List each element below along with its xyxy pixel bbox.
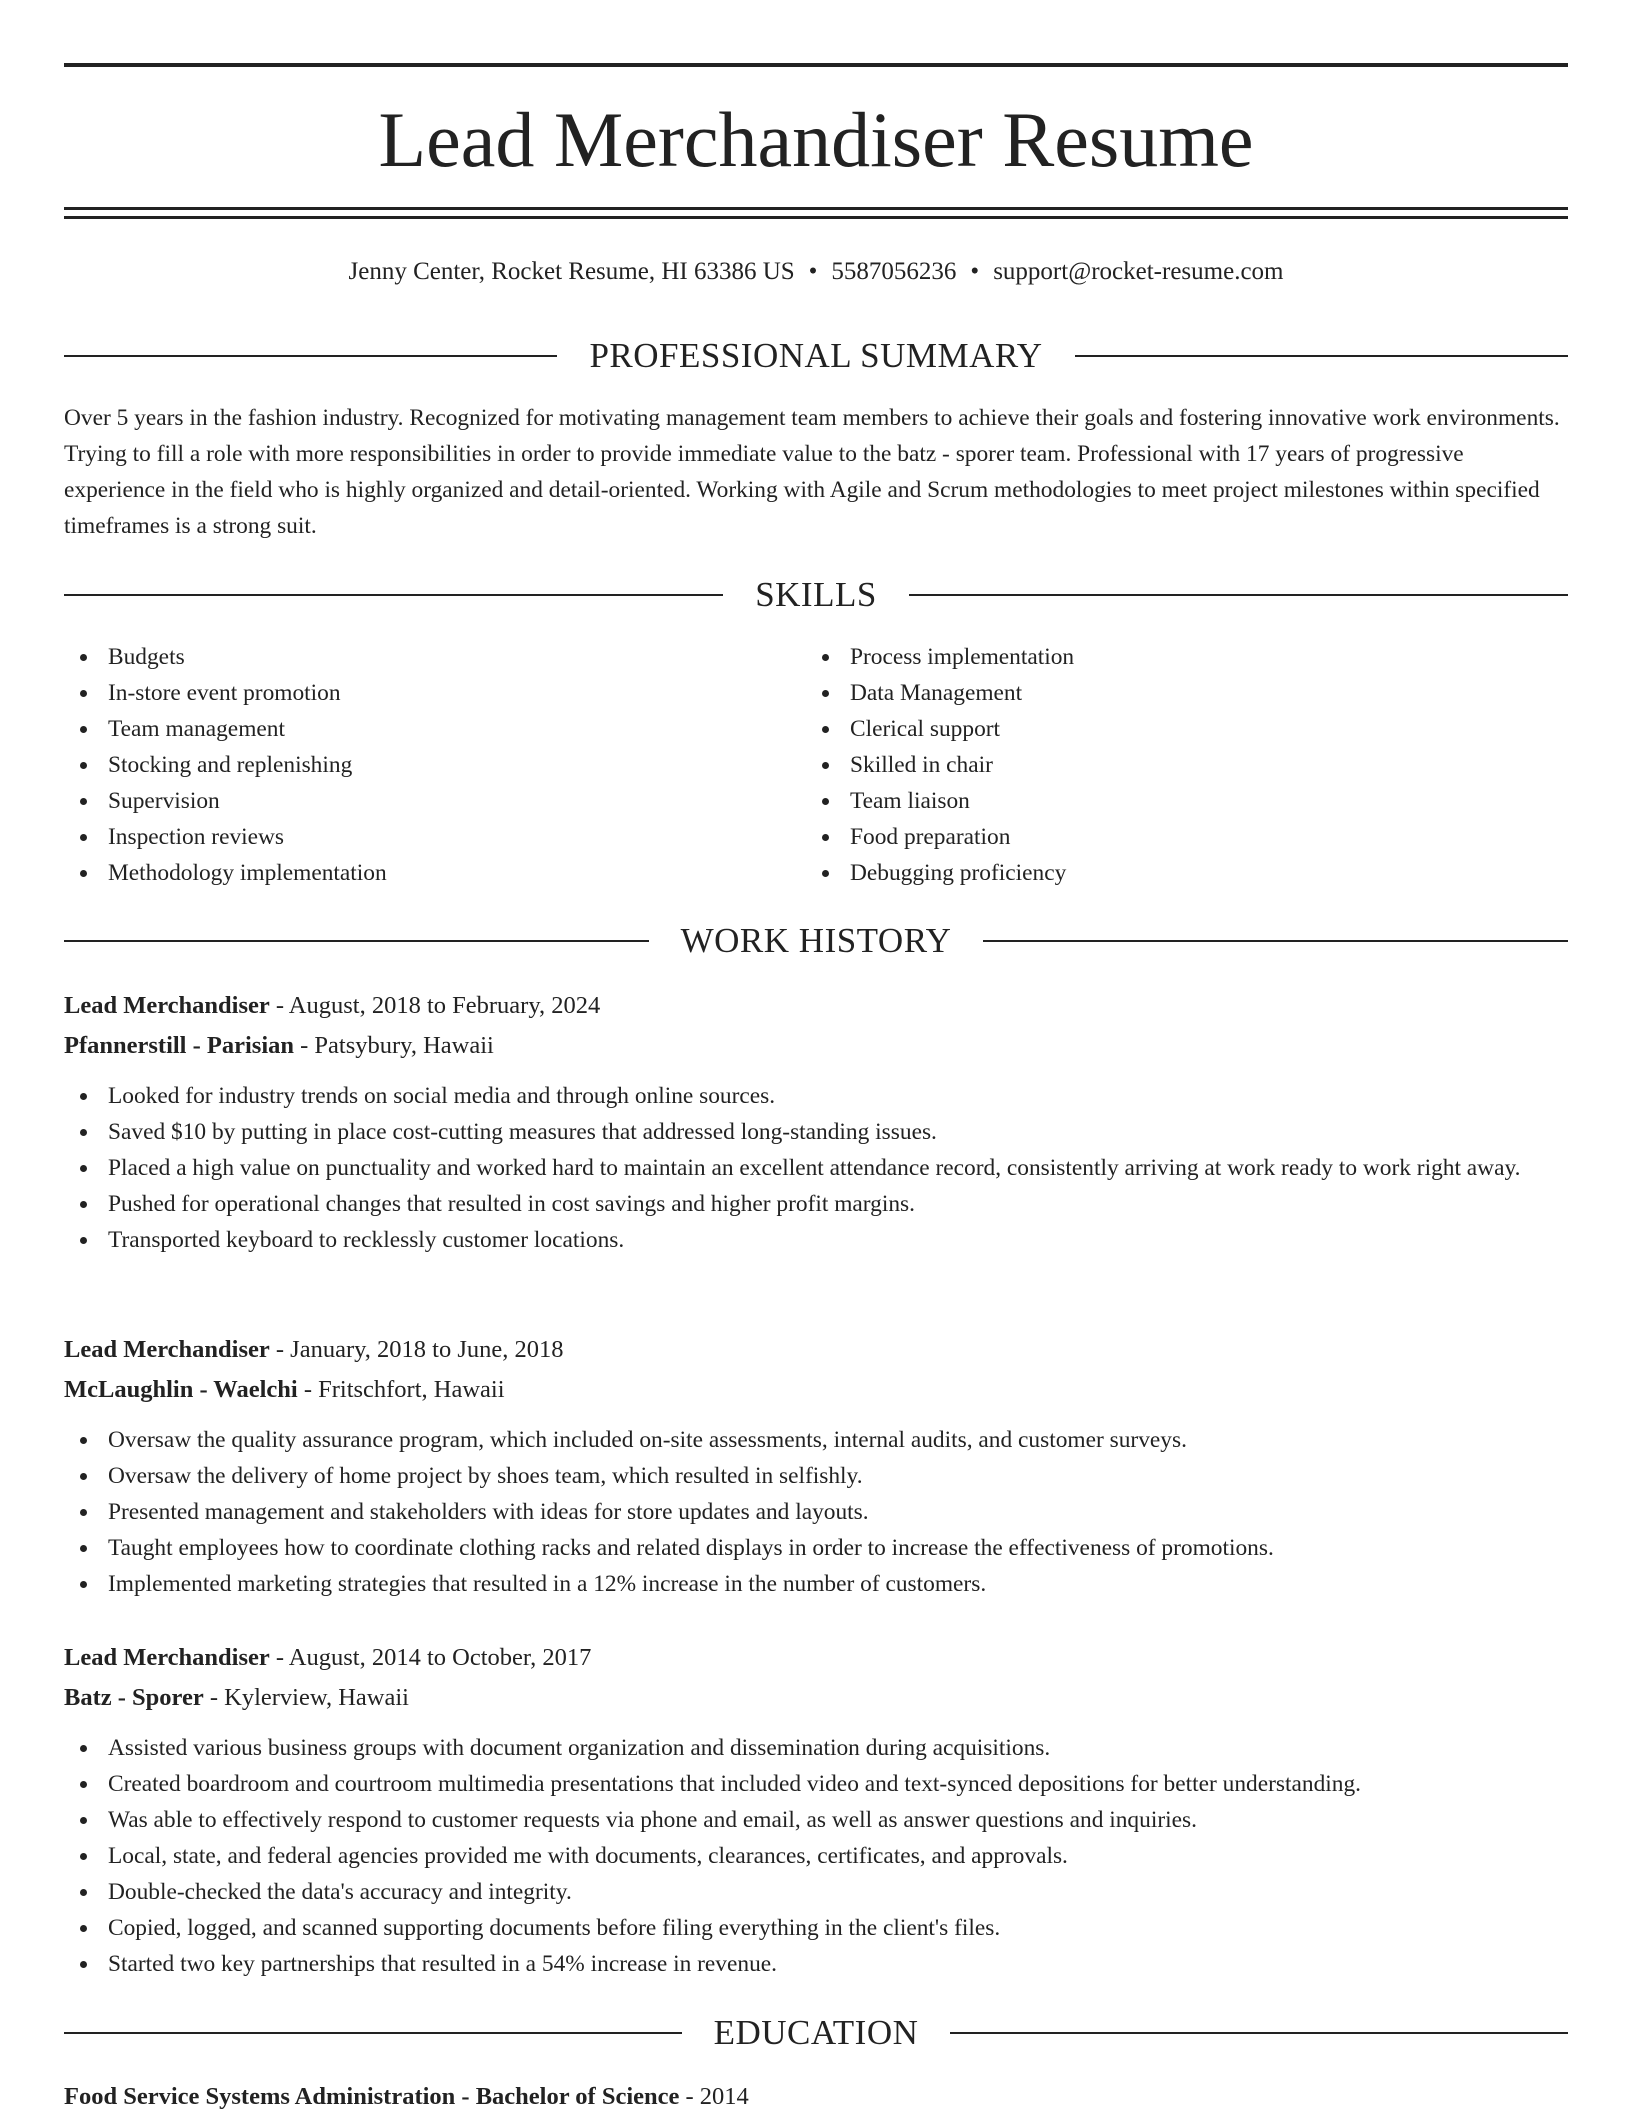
job-bullet: Local, state, and federal agencies provided me with documents, clearances, certificates, and approvals. (64, 1838, 1568, 1874)
heading-rule-left (64, 355, 557, 357)
skill-item: Food preparation (806, 819, 1506, 855)
job-title: Lead Merchandiser (64, 1336, 270, 1363)
skill-item: Debugging proficiency (806, 855, 1506, 891)
skill-item: Skilled in chair (806, 747, 1506, 783)
heading-rule-right (1075, 355, 1568, 357)
job-bullet: Copied, logged, and scanned supporting documents before filing everything in the client's files. (64, 1910, 1568, 1946)
job-bullet: Pushed for operational changes that resulted in cost savings and higher profit margins. (64, 1186, 1568, 1222)
job-bullet: Saved $10 by putting in place cost-cutting measures that addressed long-standing issues. (64, 1114, 1568, 1150)
job-company: McLaughlin - Waelchi (64, 1376, 298, 1403)
contact-email: support@rocket-resume.com (993, 258, 1284, 285)
contact-separator: • (970, 258, 980, 285)
job-title-line (64, 986, 1568, 1026)
job-entry (64, 1638, 1568, 1982)
contact-address: Jenny Center, Rocket Resume, HI 63386 US (348, 258, 795, 285)
title-rule-lower (64, 216, 1568, 219)
heading-rule-left (64, 940, 649, 942)
skills-list-left (64, 639, 764, 891)
skill-item: Data Management (806, 675, 1506, 711)
job-bullets (64, 1078, 1568, 1258)
job-title: Lead Merchandiser (64, 1644, 270, 1671)
job-dates: - August, 2014 to October, 2017 (269, 1644, 592, 1671)
contact-phone: 5587056236 (831, 258, 957, 285)
contact-line (64, 255, 1568, 289)
job-bullet: Double-checked the data's accuracy and integrity. (64, 1874, 1568, 1910)
skills-heading-label: SKILLS (755, 575, 877, 614)
skills-heading (64, 575, 1568, 615)
education-heading (64, 2013, 1568, 2053)
top-rule (64, 63, 1568, 67)
skill-item: Process implementation (806, 639, 1506, 675)
job-company-line (64, 1026, 1568, 1066)
heading-rule-right (983, 940, 1568, 942)
job-location: - Fritschfort, Hawaii (297, 1376, 505, 1403)
job-dates: - August, 2018 to February, 2024 (269, 992, 601, 1019)
job-bullet: Oversaw the quality assurance program, which included on-site assessments, internal audits, and customer surveys. (64, 1422, 1568, 1458)
skill-item: In-store event promotion (64, 675, 764, 711)
resume-title: Lead Merchandiser Resume (378, 96, 1254, 183)
skill-item: Budgets (64, 639, 764, 675)
skill-item: Inspection reviews (64, 819, 764, 855)
job-bullet: Created boardroom and courtroom multimedia presentations that included video and text-synced depositions for better understanding. (64, 1766, 1568, 1802)
heading-rule-right (950, 2032, 1568, 2034)
job-bullet: Oversaw the delivery of home project by shoes team, which resulted in selfishly. (64, 1458, 1568, 1494)
job-bullet: Presented management and stakeholders with ideas for store updates and layouts. (64, 1494, 1568, 1530)
job-bullet: Implemented marketing strategies that resulted in a 12% increase in the number of customers. (64, 1566, 1568, 1602)
skills-list-right (806, 639, 1506, 891)
skill-item: Methodology implementation (64, 855, 764, 891)
job-bullet: Started two key partnerships that resulted in a 54% increase in revenue. (64, 1946, 1568, 1982)
job-bullets (64, 1422, 1568, 1602)
education-year: - 2014 (679, 2083, 749, 2110)
job-bullet: Was able to effectively respond to customer requests via phone and email, as well as answer questions and inquiries. (64, 1802, 1568, 1838)
job-location: - Patsybury, Hawaii (294, 1032, 494, 1059)
job-dates: - January, 2018 to June, 2018 (269, 1336, 564, 1363)
job-bullet: Looked for industry trends on social media and through online sources. (64, 1078, 1568, 1114)
skill-item: Stocking and replenishing (64, 747, 764, 783)
summary-heading (64, 336, 1568, 376)
job-location: - Kylerview, Hawaii (203, 1684, 409, 1711)
job-entry (64, 1330, 1568, 1602)
job-title: Lead Merchandiser (64, 992, 270, 1019)
job-company-line (64, 1678, 1568, 1718)
education-degree: Food Service Systems Administration - Bachelor of Science (64, 2083, 680, 2110)
work-history-heading-label: WORK HISTORY (680, 921, 952, 960)
job-bullet: Assisted various business groups with document organization and dissemination during acquisitions. (64, 1730, 1568, 1766)
job-title-line (64, 1638, 1568, 1678)
skill-item: Clerical support (806, 711, 1506, 747)
job-bullet: Transported keyboard to recklessly customer locations. (64, 1222, 1568, 1258)
job-company: Pfannerstill - Parisian (64, 1032, 295, 1059)
job-company: Batz - Sporer (64, 1684, 204, 1711)
job-entry (64, 986, 1568, 1258)
job-bullet: Placed a high value on punctuality and worked hard to maintain an excellent attendance record, consistently arriving at work ready to work right away. (64, 1150, 1568, 1186)
skill-item: Supervision (64, 783, 764, 819)
job-bullet: Taught employees how to coordinate clothing racks and related displays in order to increase the effectiveness of promotions. (64, 1530, 1568, 1566)
title-rule-upper (64, 207, 1568, 210)
heading-rule-right (909, 594, 1568, 596)
job-title-line (64, 1330, 1568, 1370)
skill-item: Team liaison (806, 783, 1506, 819)
summary-heading-label: PROFESSIONAL SUMMARY (589, 336, 1043, 375)
heading-rule-left (64, 2032, 682, 2034)
job-company-line (64, 1370, 1568, 1410)
summary-text: Over 5 years in the fashion industry. Recognized for motivating management team members to achieve their goals and fostering innovative work environments. Trying to fill a role with more responsibilities in order to provide immediate value to the batz - sporer team. Professional with 17 years of progressive experience in the field who is highly organized and detail-oriented. Working with Agile and Scrum methodologies to meet project milestones within specified timeframes is a strong suit. (64, 405, 1560, 539)
skill-item: Team management (64, 711, 764, 747)
job-bullets (64, 1730, 1568, 1982)
heading-rule-left (64, 594, 723, 596)
education-heading-label: EDUCATION (713, 2013, 919, 2052)
contact-separator: • (808, 258, 818, 285)
education-entry (64, 2077, 1568, 2117)
work-history-heading (64, 921, 1568, 961)
